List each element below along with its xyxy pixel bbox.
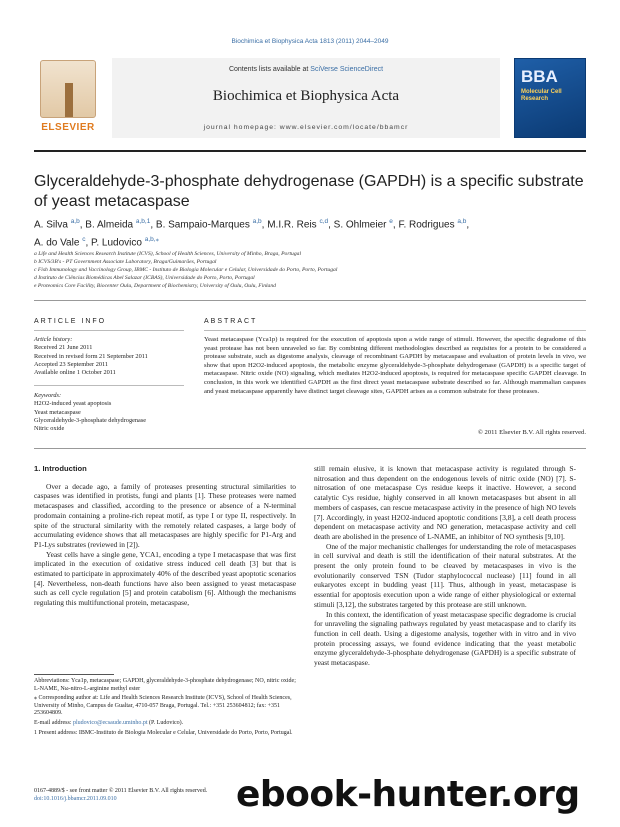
journal-citation[interactable]: Biochimica et Biophysica Acta 1813 (2011) 2044–2049 bbox=[231, 38, 389, 45]
affiliations bbox=[34, 250, 586, 290]
affiliation-c: c Fish Immunology and Vaccinology Group, IBMC - Instituto de Biologia Molecular e Celular, Universidade do Porto, Porto, Portugal bbox=[34, 267, 338, 273]
footnotes bbox=[34, 678, 296, 739]
affiliation-d: d Instituto de Ciências Biomédicas Abel Salazar (ICBAS), Universidade do Porto, Porto, Portugal bbox=[34, 275, 255, 281]
history-online: Available online 1 October 2011 bbox=[34, 369, 116, 377]
keyword-1: H2O2-induced yeast apoptosis bbox=[34, 400, 112, 408]
footnote-present-address: 1 Present address: IBMC-Instituto de Biologia Molecular e Celular, Universidade do Porto, Porto, Portugal. bbox=[34, 729, 293, 736]
sciencedirect-link[interactable]: SciVerse ScienceDirect bbox=[310, 66, 384, 73]
affiliation-a: a Life and Health Sciences Research Institute (ICVS), School of Health Sciences, University of Minho, Braga, Portugal bbox=[34, 251, 301, 257]
article-info-heading: ARTICLE INFO bbox=[34, 318, 107, 325]
paragraph: One of the major mechanistic challenges for understanding the role of metacaspases in cell survival and death is still the identification of their natural substrates. At the present the only protein found to be cleaved by metacaspases in vivo is the evolutionarily conserved TSN (Tudor staphylococcal nuclease) [11] found in all eukaryotes except in budding yeast [11]. Thus, although in yeast, metacaspase is essential for apoptosis execution upon a wide range of either physiological or external stimuli [3,12], the substrates targeted by this protease are still unknown. bbox=[314, 541, 576, 609]
body-column-right bbox=[314, 464, 576, 668]
footnote-email bbox=[34, 720, 296, 728]
footnote-corresponding: ⁎ Corresponding author at: Life and Health Sciences Research Institute (ICVS), School of Health Sciences, University of Minho, Campus de Gualtar, 4710-057 Braga, Portugal. Tel.: +351 253604812; fax: +351 253604809. bbox=[34, 695, 292, 717]
history-label: Article history: bbox=[34, 336, 73, 343]
email-link[interactable]: pludovico@ecsaude.uminho.pt bbox=[73, 719, 148, 726]
abstract-text: Yeast metacaspase (Yca1p) is required for the execution of apoptosis upon a wide range of stimuli. However, the specific degradome of this yeast protease has not been unraveled so far. By combining different methodologies described as requisites for a protein to be considered a protease substrate, such as digestome analysis, cleavage of recombinant GAPDH by metacaspase and evaluation of protein levels in vivo, we show that upon H2O2-induced apoptosis, the metabolic enzyme glyceraldehyde-3-phosphate dehydrogenase (GAPDH) is a specific target of metacaspase. Nitric oxide (NO) signaling, which mediates H2O2-induced apoptosis, is required for metacaspase specific GAPDH cleavage. In conclusion, in this work we identified GAPDH as the first direct yeast metacaspase substrate described so far. Although mammalian caspases and yeast metacaspase apparently have distinct target cleavage sites, GAPDH arises as a common substrate for these proteases. bbox=[204, 336, 586, 395]
cover-title: BBA bbox=[521, 67, 558, 86]
cover-subtitle: Molecular Cell Research bbox=[521, 89, 562, 102]
keywords-label: Keywords: bbox=[34, 392, 62, 399]
email-suffix: (P. Ludovico). bbox=[147, 719, 184, 726]
paragraph: In this context, the identification of yeast metacaspase specific degradome is crucial for unraveling the signaling pathways regulated by yeast metacaspase and to clarify its function in cell death. Using a digestome analysis, together with in vitro and in vivo protein processing assays, we found evidence indicating that the yeast metabolic enzyme glyceraldehyde-3-phosphate dehydrogenase (GAPDH) is a specific substrate of yeast metacaspase. bbox=[314, 609, 576, 668]
history-received: Received 21 June 2011 bbox=[34, 344, 93, 352]
article-title: Glyceraldehyde-3-phosphate dehydrogenase (GAPDH) is a specific substrate of yeast metacaspase bbox=[34, 173, 584, 210]
journal-cover[interactable] bbox=[514, 58, 586, 138]
affiliation-b: b ICVS/3B's - PT Government Associate Laboratory, Braga/Guimarães, Portugal bbox=[34, 259, 217, 265]
doi-link[interactable]: doi:10.1016/j.bbamcr.2011.09.010 bbox=[34, 796, 117, 802]
watermark: ebook-hunter.org bbox=[236, 774, 580, 815]
keyword-4: Nitric oxide bbox=[34, 425, 65, 433]
journal-name: Biochimica et Biophysica Acta bbox=[212, 88, 400, 104]
header-divider bbox=[34, 150, 586, 152]
keywords-divider bbox=[34, 385, 184, 386]
abstract-copyright: © 2011 Elsevier B.V. All rights reserved. bbox=[477, 429, 586, 436]
front-matter-divider bbox=[34, 300, 586, 301]
keyword-2: Yeast metacaspase bbox=[34, 408, 81, 416]
tree-icon bbox=[40, 60, 96, 118]
issn-block bbox=[34, 787, 207, 803]
journal-header bbox=[34, 58, 586, 141]
abstract-divider bbox=[204, 330, 586, 331]
keywords bbox=[34, 392, 184, 433]
author-list bbox=[34, 214, 586, 251]
affiliation-e: e Proteomics Core Facility, Biocenter Oulu, Department of Biochemistry, University of Oulu, Oulu, Finland bbox=[34, 283, 276, 289]
article-history bbox=[34, 336, 184, 377]
contents-line bbox=[112, 66, 500, 73]
history-revised: Received in revised form 21 September 2011 bbox=[34, 352, 148, 360]
keyword-3: Glyceraldehyde-3-phosphate dehydrogenase bbox=[34, 416, 147, 424]
authors-line-1[interactable]: A. Silva $^{a,b}$, B. Almeida $^{a,b,1}$, B. Sampaio-Marques $^{a,b}$, M.I.R. Reis $^{c,d}$, S. Ohlmeier $^e$, F. Rodrigues $^{a,b}$, bbox=[34, 218, 470, 231]
issn-line: 0167-4889/$ - see front matter © 2011 Elsevier B.V. All rights reserved. bbox=[34, 788, 208, 794]
info-divider bbox=[34, 330, 184, 331]
paragraph: Yeast cells have a single gene, YCA1, encoding a type I metacaspase that was first implicated in the execution of oxidative stress induced cell death [3] but that is estimated to participate in approximately 40% of the described yeast apoptotic scenarios [4]. Nevertheless, non-death functions have also been assigned to yeast metacaspase such as cell cycle regulation [5] and protein catabolism [6]. Although the mechanisms regulating this multifunctional protein, metacaspase, bbox=[34, 549, 296, 608]
authors-line-2[interactable]: A. do Vale $^c$, P. Ludovico $^{a,b,⁎}$ bbox=[34, 236, 159, 249]
elsevier-logo[interactable] bbox=[34, 60, 102, 134]
paragraph: Over a decade ago, a family of proteases presenting structural similarities to caspases was identified in protists, fungi and plants [1]. These proteases were named metacaspases and classified, according to the presence or absence of a N-terminal prodomain containing a proline-rich repeat motif, as type I or type II, respectively. In spite of the structural similarity with the remotely related caspases, a large body of accumulating evidence shows that all metacaspases are highly specific for P1-Arg and P1-Lys substrates (reviewed in [2]). bbox=[34, 481, 296, 549]
history-accepted: Accepted 23 September 2011 bbox=[34, 360, 109, 368]
footnote-divider bbox=[34, 674, 114, 675]
body-column-left bbox=[34, 464, 296, 608]
abstract-heading: ABSTRACT bbox=[204, 318, 258, 325]
email-label: E-mail address: bbox=[34, 719, 73, 726]
section-heading-introduction: 1. Introduction bbox=[34, 464, 87, 473]
body-divider bbox=[34, 448, 586, 449]
elsevier-wordmark: ELSEVIER bbox=[41, 122, 95, 133]
contents-prefix: Contents lists available at bbox=[228, 66, 311, 73]
journal-banner bbox=[112, 58, 500, 138]
journal-homepage[interactable]: journal homepage: www.elsevier.com/locate/bbamcr bbox=[203, 124, 409, 131]
footnote-abbreviations: Abbreviations: Yca1p, metacaspase; GAPDH, glyceraldehyde-3-phosphate dehydrogenase; NO, nitric oxide; L-NAME, Nω-nitro-L-arginine methyl ester bbox=[34, 678, 296, 692]
paragraph: still remain elusive, it is known that metacaspase activity is regulated through S-nitrosation and thus dependent on the endogenous levels of nitric oxide (NO) [7]. S-nitrosation of one metacaspase Cys residue keeps it inactive. However, a second catalytic Cys residue, highly conserved in all known metacaspases but absent in all members of caspases, can rescue metacaspase activity in the presence of high NO levels [7]. Accordingly, in yeast H2O2-induced apoptotic conditions [3,8], a cell death process dependent on metacaspase activity and NO generation, metacaspase activity and cell death are abolished in the presence of L-NAME, an inhibitor of NO synthesis [9,10]. bbox=[314, 464, 576, 541]
